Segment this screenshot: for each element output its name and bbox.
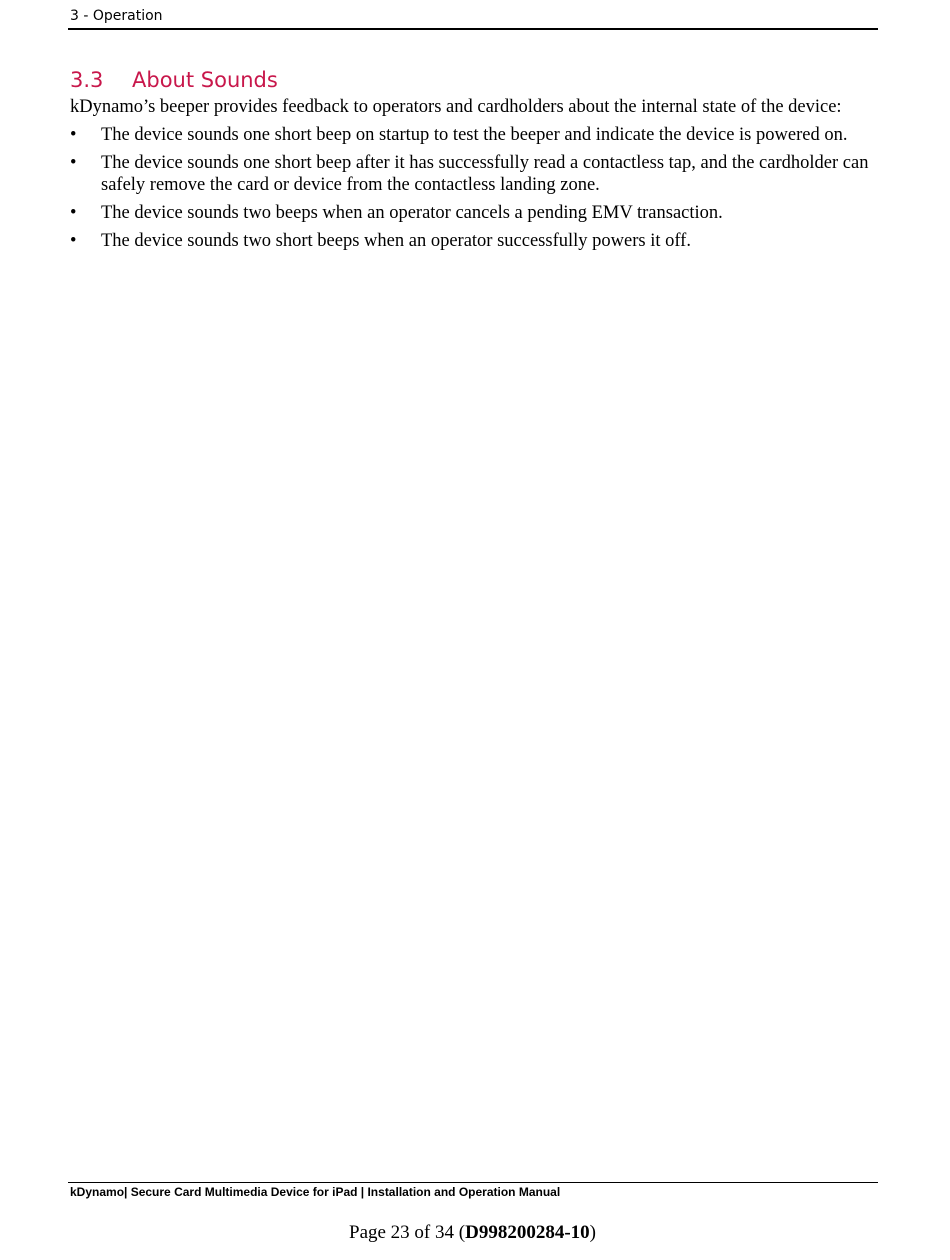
- section-title: About Sounds: [132, 68, 278, 92]
- list-item-text: The device sounds one short beep on startup to test the beeper and indicate the device is powered on.: [101, 125, 848, 145]
- list-item: [70, 152, 870, 196]
- bullet-list: [70, 124, 870, 252]
- running-header: 3 - Operation: [70, 8, 163, 24]
- page-prefix: Page 23 of 34 (: [349, 1222, 466, 1243]
- document-number: D998200284-10: [465, 1222, 590, 1243]
- footer-rule: [68, 1182, 878, 1183]
- page-number: [0, 1222, 945, 1244]
- intro-paragraph: kDynamo’s beeper provides feedback to operators and cardholders about the internal state of the device:: [70, 97, 842, 117]
- list-item-text: The device sounds two short beeps when an operator successfully powers it off.: [101, 231, 691, 251]
- list-item-text: The device sounds one short beep after it has successfully read a contactless tap, and the cardholder can safely remove the card or device from the contactless landing zone.: [101, 153, 869, 195]
- section-heading: [70, 66, 278, 94]
- section-number: 3.3: [70, 68, 104, 92]
- header-rule: [68, 28, 878, 30]
- list-item-text: The device sounds two beeps when an operator cancels a pending EMV transaction.: [101, 203, 723, 223]
- list-item: [70, 124, 870, 146]
- bullet-icon: •: [70, 125, 77, 145]
- section-body: [70, 96, 870, 258]
- list-item: [70, 202, 870, 224]
- bullet-icon: •: [70, 231, 77, 251]
- footer-document-title: kDynamo| Secure Card Multimedia Device for iPad | Installation and Operation Manual: [70, 1185, 561, 1199]
- list-item: [70, 230, 870, 252]
- bullet-icon: •: [70, 153, 77, 173]
- bullet-icon: •: [70, 203, 77, 223]
- page-suffix: ): [589, 1222, 596, 1243]
